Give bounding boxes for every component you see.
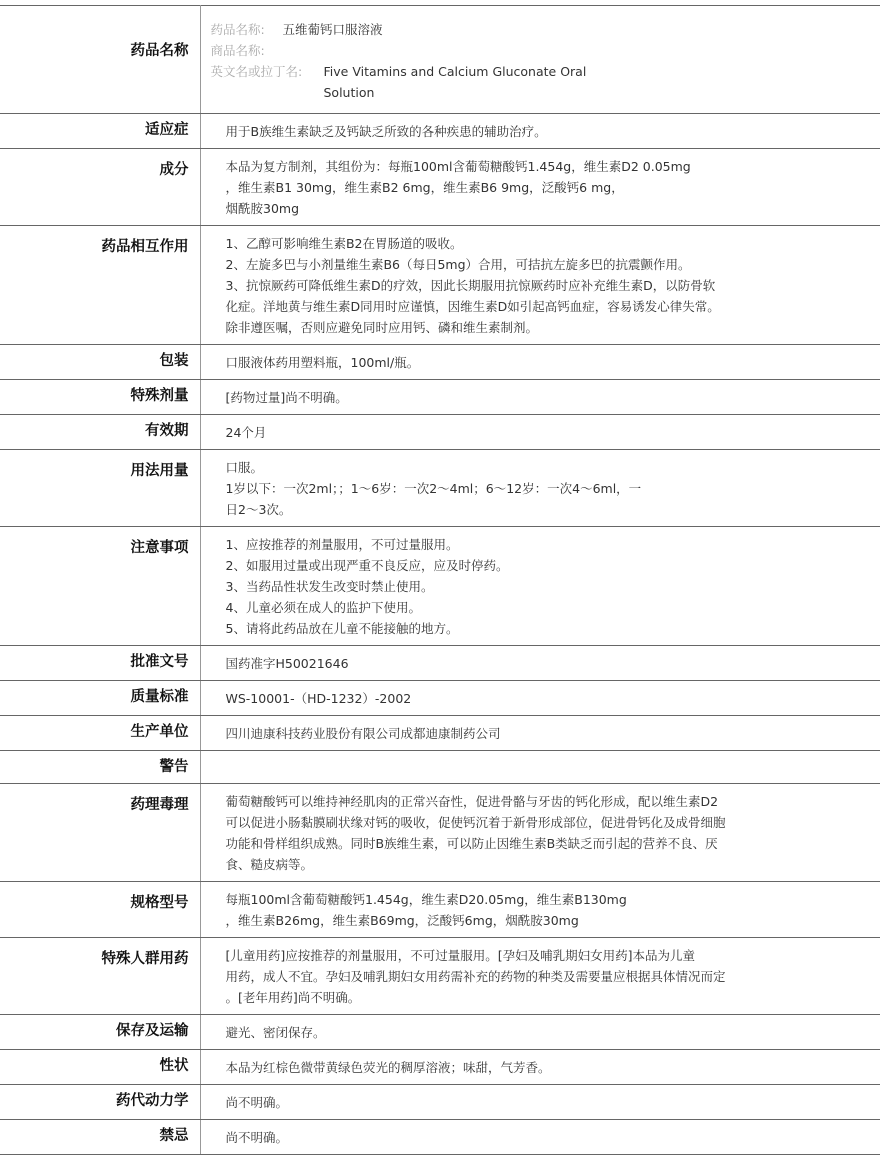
table-row	[0, 751, 880, 784]
row-label: 适应症	[0, 114, 200, 149]
row-label: 包装	[0, 345, 200, 380]
trade-name-label: 商品名称:	[210, 43, 265, 58]
row-value	[200, 1085, 880, 1120]
row-value	[200, 380, 880, 415]
table-row	[0, 226, 880, 345]
generic-name-row	[211, 19, 871, 40]
row-value	[200, 938, 880, 1015]
table-row	[0, 1085, 880, 1120]
value-line: 1岁以下：一次2ml；；1～6岁：一次2～4ml；6～12岁：一次4～6ml，一	[225, 481, 642, 496]
value-line: [儿童用药]应按推荐的剂量服用，不可过量服用。[孕妇及哺乳期妇女用药]本品为儿童	[225, 948, 696, 963]
value-line: 2、左旋多巴与小剂量维生素B6（每日5mg）合用，可拮抗左旋多巴的抗震颤作用。	[225, 257, 691, 272]
row-value	[200, 527, 880, 646]
row-label: 特殊剂量	[0, 380, 200, 415]
row-value	[200, 784, 880, 882]
row-label: 药品相互作用	[0, 226, 200, 345]
table-row	[0, 646, 880, 681]
table-row	[0, 716, 880, 751]
table-row	[0, 114, 880, 149]
row-value	[200, 716, 880, 751]
english-name-value: Five Vitamins and Calcium Gluconate Oral	[323, 64, 587, 79]
row-label: 性状	[0, 1050, 200, 1085]
row-label: 质量标准	[0, 681, 200, 716]
row-label: 规格型号	[0, 882, 200, 938]
row-label: 药理毒理	[0, 784, 200, 882]
row-value	[200, 1050, 880, 1085]
row-label: 药代动力学	[0, 1085, 200, 1120]
value-line: 功能和骨样组织成熟。同时B族维生素，可以防止因维生素B类缺乏而引起的营养不良、厌	[225, 836, 718, 851]
row-value	[200, 450, 880, 527]
table-row	[0, 882, 880, 938]
value-line: 1、乙醇可影响维生素B2在胃肠道的吸收。	[225, 236, 463, 251]
value-line: 4、儿童必须在成人的监护下使用。	[225, 600, 421, 615]
table-row	[0, 1050, 880, 1085]
value-line: [药物过量]尚不明确。	[225, 390, 348, 405]
row-label: 禁忌	[0, 1120, 200, 1155]
value-line: 四川迪康科技药业股份有限公司成都迪康制药公司	[225, 726, 501, 741]
value-line: WS-10001-（HD-1232）-2002	[225, 691, 412, 706]
row-value	[200, 646, 880, 681]
english-name-row	[211, 61, 871, 82]
table-row	[0, 527, 880, 646]
row-value	[200, 1015, 880, 1050]
generic-name-value: 五维葡钙口服溶液	[282, 22, 383, 37]
value-line: 1、应按推荐的剂量服用，不可过量服用。	[225, 537, 459, 552]
value-line: 。[老年用药]尚不明确。	[225, 990, 361, 1005]
value-line: ，维生素B1 30mg，维生素B2 6mg，维生素B6 9mg，泛酸钙6 mg，	[225, 180, 624, 195]
table-row	[0, 415, 880, 450]
trade-name-row	[211, 40, 871, 61]
row-label: 特殊人群用药	[0, 938, 200, 1015]
value-line: 日2～3次。	[225, 502, 292, 517]
value-line: ，维生素B26mg，维生素B69mg，泛酸钙6mg，烟酰胺30mg	[225, 913, 579, 928]
value-line: 葡萄糖酸钙可以维持神经肌肉的正常兴奋性，促进骨骼与牙齿的钙化形成，配以维生素D2	[225, 794, 719, 809]
value-line: 烟酰胺30mg	[225, 201, 300, 216]
row-value	[200, 345, 880, 380]
value-line: 用药，成人不宜。孕妇及哺乳期妇女用药需补充的药物的种类及需要量应根据具体情况而定	[225, 969, 726, 984]
table-row	[0, 681, 880, 716]
row-label: 药品名称	[0, 6, 200, 114]
drug-names-cell	[200, 6, 880, 114]
value-line: 国药准字H50021646	[225, 656, 349, 671]
value-line: 2、如服用过量或出现严重不良反应，应及时停药。	[225, 558, 509, 573]
value-line: 尚不明确。	[225, 1130, 289, 1145]
table-row	[0, 450, 880, 527]
row-label: 生产单位	[0, 716, 200, 751]
row-value	[200, 114, 880, 149]
row-value	[200, 751, 880, 784]
value-line: 5、请将此药品放在儿童不能接触的地方。	[225, 621, 459, 636]
row-value	[200, 882, 880, 938]
row-label: 成分	[0, 149, 200, 226]
table-row	[0, 149, 880, 226]
value-line: 本品为复方制剂，其组份为：每瓶100ml含葡萄糖酸钙1.454g，维生素D2 0.05mg	[225, 159, 691, 174]
table-row	[0, 938, 880, 1015]
value-line: 避光、密闭保存。	[225, 1025, 326, 1040]
value-line: 本品为红棕色微带黄绿色荧光的稠厚溶液；味甜，气芳香。	[225, 1060, 551, 1075]
row-value	[200, 681, 880, 716]
row-label: 批准文号	[0, 646, 200, 681]
table-row	[0, 345, 880, 380]
row-value	[200, 1120, 880, 1155]
drug-info-table	[0, 5, 880, 1155]
table-row	[0, 784, 880, 882]
row-label: 警告	[0, 751, 200, 784]
row-label: 保存及运输	[0, 1015, 200, 1050]
table-row	[0, 380, 880, 415]
english-name-label: 英文名或拉丁名:	[210, 64, 303, 79]
row-value	[200, 226, 880, 345]
value-line: 口服液体药用塑料瓶，100ml/瓶。	[225, 355, 420, 370]
value-line: 3、抗惊厥药可降低维生素D的疗效，因此长期服用抗惊厥药时应补充维生素D，以防骨软	[225, 278, 716, 293]
table-row	[0, 6, 880, 114]
table-row	[0, 1015, 880, 1050]
value-line: 除非遵医嘱，否则应避免同时应用钙、磷和维生素制剂。	[225, 320, 539, 335]
generic-name-label: 药品名称:	[210, 22, 265, 37]
row-value	[200, 149, 880, 226]
value-line: 3、当药品性状发生改变时禁止使用。	[225, 579, 434, 594]
value-line: 24个月	[225, 425, 267, 440]
value-line: 用于B族维生素缺乏及钙缺乏所致的各种疾患的辅助治疗。	[225, 124, 547, 139]
row-value	[200, 415, 880, 450]
value-line: 化症。洋地黄与维生素D同用时应谨慎，因维生素D如引起高钙血症，容易诱发心律失常。	[225, 299, 720, 314]
value-line: 每瓶100ml含葡萄糖酸钙1.454g，维生素D20.05mg，维生素B130mg	[225, 892, 627, 907]
row-label: 注意事项	[0, 527, 200, 646]
value-line: 尚不明确。	[225, 1095, 289, 1110]
english-name-value-cont: Solution	[323, 85, 375, 100]
value-line: 可以促进小肠黏膜刷状缘对钙的吸收，促使钙沉着于新骨形成部位，促进骨钙化及成骨细胞	[225, 815, 726, 830]
value-line: 食、糙皮病等。	[225, 857, 314, 872]
row-label: 有效期	[0, 415, 200, 450]
row-label: 用法用量	[0, 450, 200, 527]
table-row	[0, 1120, 880, 1155]
value-line: 口服。	[225, 460, 264, 475]
